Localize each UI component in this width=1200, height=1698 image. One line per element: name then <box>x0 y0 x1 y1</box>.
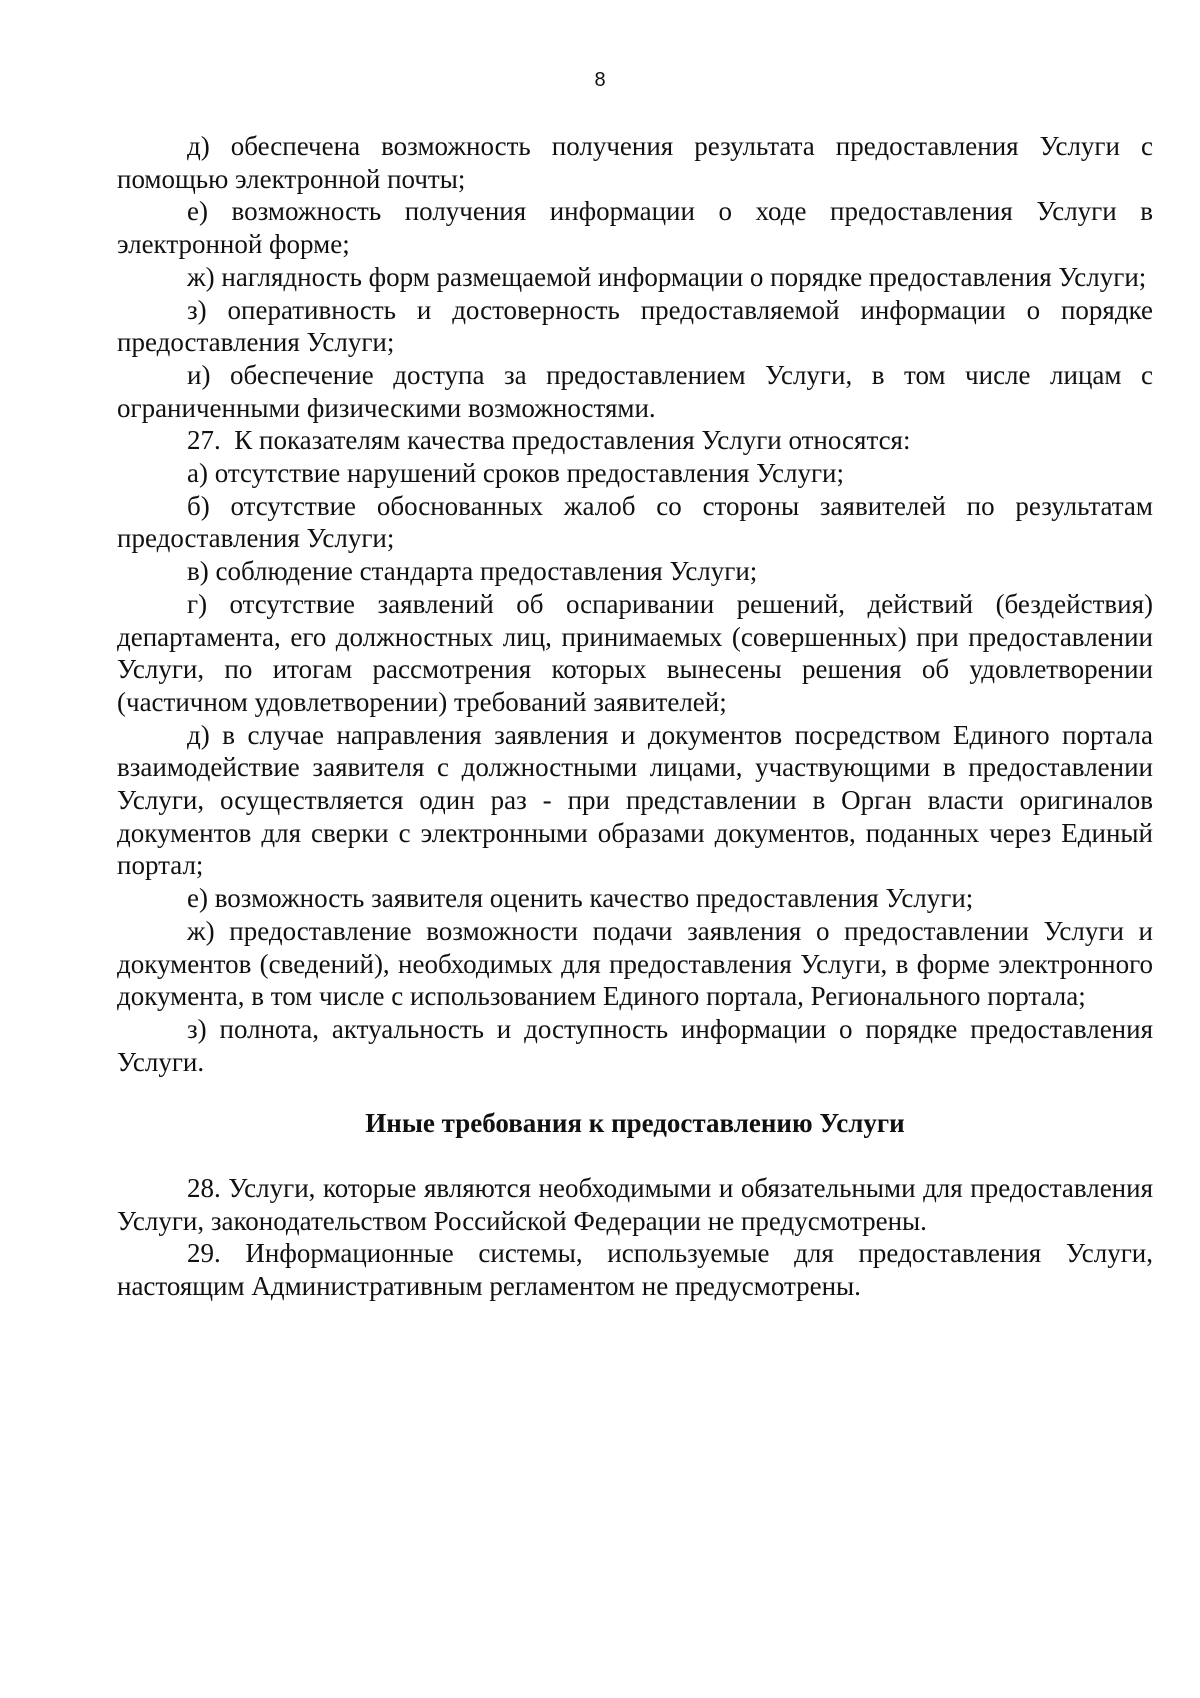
list-item: в) соблюдение стандарта предоставления Услуги; <box>187 556 758 587</box>
list-item: з) оперативность и достоверность предоставляемой информации о порядке предоставления Услуги; <box>117 294 1153 358</box>
numbered-clause: 29. Информационные системы, используемые для предоставления Услуги, настоящим Административным регламентом не предусмотрены. <box>117 1238 1153 1302</box>
section-heading: Иные требования к предоставлению Услуги <box>365 1108 905 1138</box>
numbered-clause: 28. Услуги, которые являются необходимыми и обязательными для предоставления Услуги, законодательством Российской Федерации не предусмотрены. <box>117 1173 1153 1236</box>
list-item: г) отсутствие заявлений об оспаривании решений, действий (бездействия) департамента, его должностных лиц, принимаемых (совершенных) при предоставлении Услуги, по итогам рассмотрения которых вынесены решения об удовлетворении (частичном удовлетворении) требований заявителей; <box>117 588 1153 717</box>
list-item: з) полнота, актуальность и доступность информации о порядке предоставления Услуги. <box>117 1013 1153 1077</box>
list-item: ж) предоставление возможности подачи заявления о предоставлении Услуги и документов (сведений), необходимых для предоставления Услуги, в форме электронного документа, в том числе с использованием Единого портала, Регионального портала; <box>117 915 1153 1012</box>
body-text-block <box>117 1172 1153 1303</box>
list-item: а) отсутствие нарушений сроков предоставления Услуги; <box>187 458 845 489</box>
list-item: е) возможность получения информации о ходе предоставления Услуги в электронной форме; <box>117 196 1153 260</box>
list-item: б) отсутствие обоснованных жалоб со стороны заявителей по результатам предоставления Услуги; <box>117 490 1153 554</box>
body-text-block <box>117 130 1153 1078</box>
list-item: ж) наглядность форм размещаемой информации о порядке предоставления Услуги; <box>187 261 1147 292</box>
list-item: е) возможность заявителя оценить качество предоставления Услуги; <box>187 883 974 914</box>
list-item: д) обеспечена возможность получения результата предоставления Услуги с помощью электронной почты; <box>117 131 1153 194</box>
list-item: и) обеспечение доступа за предоставлением Услуги, в том числе лицам с ограниченными физическими возможностями. <box>117 359 1153 423</box>
numbered-clause: 27. К показателям качества предоставления Услуги относятся: <box>187 425 911 456</box>
list-item: д) в случае направления заявления и документов посредством Единого портала взаимодействие заявителя с должностными лицами, участвующими в предоставлении Услуги, осуществляется один раз - при представлении в Орган власти оригиналов документов для сверки с электронными образами документов, поданных через Единый портал; <box>117 719 1153 881</box>
section-heading-container <box>117 1107 1153 1139</box>
page-number: 8 <box>594 69 606 91</box>
